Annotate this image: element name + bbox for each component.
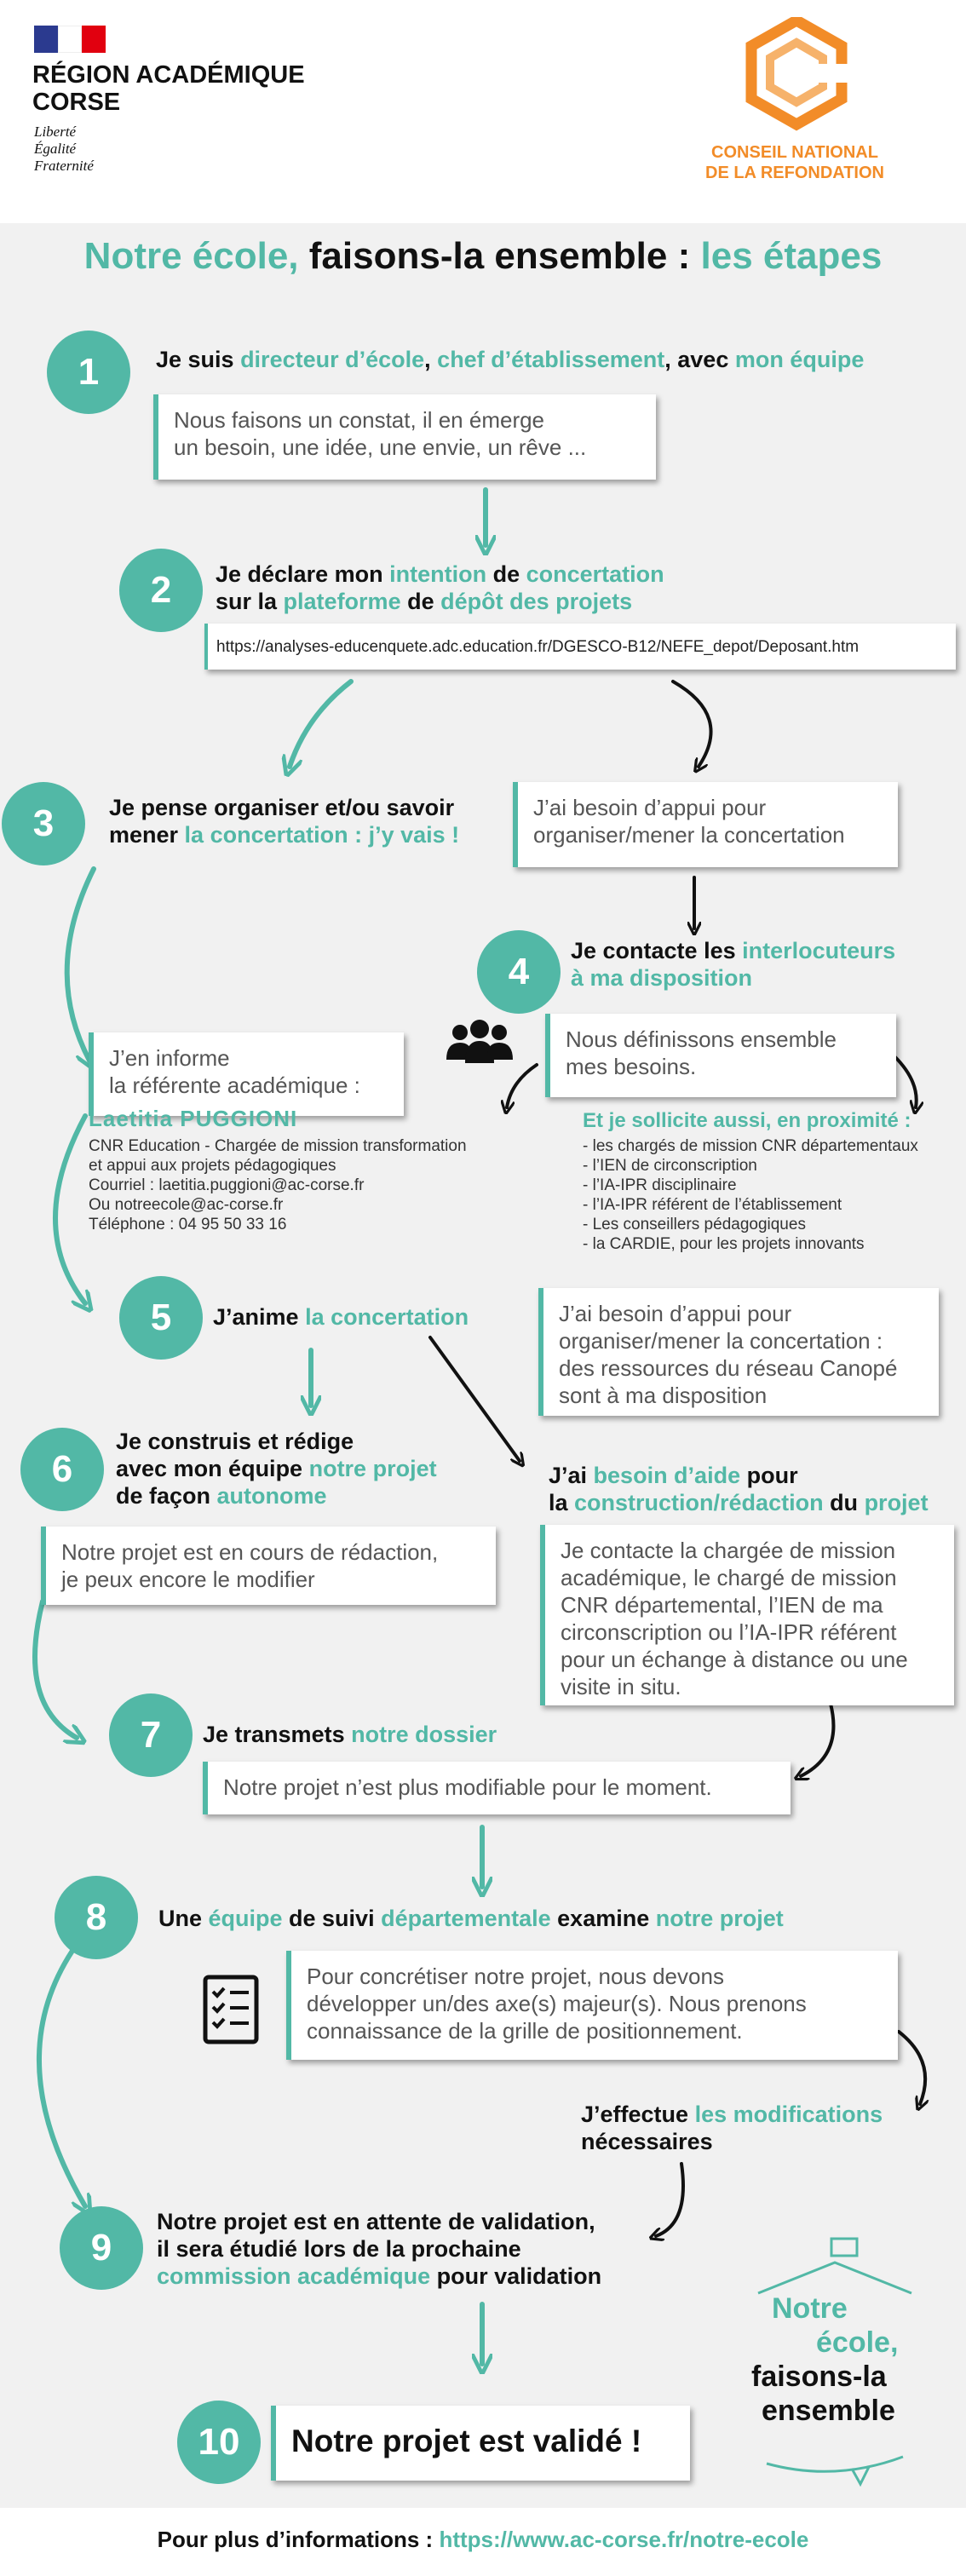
referente-email-2[interactable]: Ou notreecole@ac-corse.fr xyxy=(89,1196,284,1214)
title-part3: les étapes xyxy=(700,235,883,277)
referente-name: Laetitia PUGGIONI xyxy=(89,1106,298,1131)
step-1-text-e: , avec xyxy=(664,347,735,372)
footer-link[interactable]: https://www.ac-corse.fr/notre-ecole xyxy=(439,2527,809,2552)
aide-l2-b: construction/rédaction xyxy=(574,1490,824,1515)
title-part2: faisons-la ensemble : xyxy=(308,235,691,277)
step-1-text-a: Je suis xyxy=(156,347,241,372)
bubble-line4: ensemble xyxy=(762,2395,895,2427)
aide-box xyxy=(540,1525,954,1705)
sollicite-list xyxy=(583,1136,918,1254)
step-2-l1-c: de xyxy=(486,561,526,587)
aide-box-line1: Je contacte la chargée de mission xyxy=(561,1538,896,1563)
motto-fraternite: Fraternité xyxy=(34,158,94,174)
appui-box-line2: organiser/mener la concertation xyxy=(533,822,845,848)
step-5-text-a: J’anime xyxy=(213,1304,306,1330)
aide-l1-c: pour xyxy=(740,1463,798,1488)
step-9-l3-a: commission académique xyxy=(157,2263,431,2289)
arrow-8-9 xyxy=(39,1951,85,2206)
checklist-icon xyxy=(203,1975,259,2044)
sollicite-item: - la CARDIE, pour les projets innovants xyxy=(583,1235,865,1253)
platform-url-link[interactable]: https://analyses-educenquete.adc.education.fr/DGESCO-B12/NEFE_depot/Deposant.htm xyxy=(216,638,860,656)
step-2-l2-a: sur la xyxy=(216,589,284,614)
step-3-line1: Je pense organiser et/ou savoir xyxy=(109,795,455,820)
step-5-text xyxy=(213,1303,469,1331)
step-3-circle: 3 xyxy=(2,782,85,865)
footer-info xyxy=(0,2527,966,2553)
step-8-text-b: équipe xyxy=(208,1906,283,1931)
step-7-box xyxy=(203,1762,791,1814)
arrow-2-appui xyxy=(673,681,711,767)
step-1-box-line1: Nous faisons un constat, il en émerge xyxy=(174,407,545,433)
step-6-l3-a: de façon xyxy=(116,1483,217,1509)
step-6-box xyxy=(41,1527,496,1605)
canope-box-line2: organiser/mener la concertation : xyxy=(559,1328,883,1354)
step-3-text xyxy=(109,794,459,848)
step-8-text-c: de suivi xyxy=(282,1906,382,1931)
bubble-text xyxy=(750,2291,920,2428)
step-7-text-a: Je transmets xyxy=(203,1722,352,1747)
step-6-text xyxy=(116,1428,437,1509)
aide-box-line6: visite in situ. xyxy=(561,1674,681,1699)
step-6-line1: Je construis et rédige xyxy=(116,1429,354,1454)
canope-box xyxy=(538,1288,939,1416)
arrow-modif-9 xyxy=(656,2164,683,2236)
step-1-text xyxy=(156,346,864,373)
step-6-l2-b: notre projet xyxy=(308,1456,437,1481)
step-2-l1-b: intention xyxy=(389,561,487,587)
step-2-l2-b: plateforme xyxy=(283,589,401,614)
modif-b: les modifications xyxy=(694,2102,883,2127)
step-8-box-line2: développer un/des axe(s) majeur(s). Nous prenons xyxy=(307,1991,807,2016)
step-9-line2: il sera étudié lors de la prochaine xyxy=(157,2236,521,2262)
step-2-text xyxy=(216,561,664,615)
step-1-box-line2: un besoin, une idée, une envie, un rêve ... xyxy=(174,434,587,460)
sollicite-item: - les chargés de mission CNR départementaux xyxy=(583,1137,918,1155)
step-2-l1-d: concertation xyxy=(526,561,664,587)
step-8-text xyxy=(158,1905,784,1932)
step-9-line1: Notre projet est en attente de validation, xyxy=(157,2209,595,2234)
aide-box-line2: académique, le chargé de mission xyxy=(561,1565,897,1590)
appui-box-line1: J’ai besoin d’appui pour xyxy=(533,795,767,820)
step-4-text xyxy=(571,937,895,992)
step-3-l2-b: la concertation : j’y vais ! xyxy=(184,822,460,848)
arrow-8-modif xyxy=(899,2032,925,2104)
step-1-circle: 1 xyxy=(47,331,130,414)
step-6-l3-b: autonome xyxy=(216,1483,327,1509)
arrow-4-left xyxy=(507,1065,537,1107)
aide-l2-c: du xyxy=(823,1490,865,1515)
step-8-text-f: notre projet xyxy=(655,1906,784,1931)
referente-box-line1: J’en informe xyxy=(109,1045,230,1071)
step-8-box-line3: connaissance de la grille de positionnement. xyxy=(307,2018,743,2044)
aide-l2-a: la xyxy=(549,1490,575,1515)
step-5-circle: 5 xyxy=(119,1276,203,1360)
step-8-circle: 8 xyxy=(55,1876,138,1959)
footer xyxy=(0,2508,966,2576)
step-6-box-line2: je peux encore le modifier xyxy=(61,1567,315,1592)
bubble-line2: école, xyxy=(816,2326,899,2359)
step-5-text-b: la concertation xyxy=(305,1304,469,1330)
group-people-icon xyxy=(441,1019,518,1070)
referente-phone: Téléphone : 04 95 50 33 16 xyxy=(89,1216,287,1233)
region-name-line1: RÉGION ACADÉMIQUE xyxy=(32,61,305,89)
aide-l1-b: besoin d’aide xyxy=(593,1463,741,1488)
modif-c: nécessaires xyxy=(581,2129,713,2154)
appui-box xyxy=(513,782,898,867)
title-part1: Notre école, xyxy=(83,235,299,277)
step-10-circle: 10 xyxy=(177,2401,261,2484)
sollicite-title: Et je sollicite aussi, en proximité : xyxy=(583,1109,911,1132)
platform-url-box[interactable] xyxy=(204,624,956,670)
region-name-line2: CORSE xyxy=(32,89,121,116)
step-3-l2-a: mener xyxy=(109,822,185,848)
step-4-box xyxy=(545,1014,896,1097)
aide-l2-d: projet xyxy=(864,1490,929,1515)
step-9-circle: 9 xyxy=(60,2206,143,2290)
arrow-6-7 xyxy=(35,1601,77,1738)
sollicite-item: - l’IA-IPR référent de l’établissement xyxy=(583,1196,842,1214)
step-6-circle: 6 xyxy=(20,1428,104,1511)
cnr-name-line2: DE LA REFONDATION xyxy=(705,164,884,182)
modif-a: J’effectue xyxy=(581,2102,695,2127)
step-7-text-b: notre dossier xyxy=(351,1722,497,1747)
referente-email[interactable]: Courriel : laetitia.puggioni@ac-corse.fr xyxy=(89,1176,365,1194)
sollicite-item: - l’IEN de circonscription xyxy=(583,1157,757,1175)
arrow-5-aide xyxy=(430,1337,520,1461)
step-4-line2: à ma disposition xyxy=(571,965,753,991)
step-10-text: Notre projet est validé ! xyxy=(291,2424,642,2458)
step-1-text-c: , xyxy=(424,347,438,372)
step-7-text xyxy=(203,1721,497,1748)
referente-role-2: et appui aux projets pédagogiques xyxy=(89,1157,336,1175)
sollicite-item: - l’IA-IPR disciplinaire xyxy=(583,1176,737,1194)
arrow-2-3 xyxy=(290,681,351,767)
canope-box-line4: sont à ma disposition xyxy=(559,1383,768,1408)
canope-box-line1: J’ai besoin d’appui pour xyxy=(559,1301,792,1326)
step-7-box-line: Notre projet n’est plus modifiable pour le moment. xyxy=(223,1774,712,1800)
step-9-text xyxy=(157,2208,601,2290)
step-4-l1-b: interlocuteurs xyxy=(742,938,896,963)
step-10-box xyxy=(271,2406,690,2481)
arrow-referente-5 xyxy=(55,1116,85,1303)
bubble-line1: Notre xyxy=(772,2292,848,2325)
aide-l1-a: J’ai xyxy=(549,1463,594,1488)
bubble-line3: faisons-la xyxy=(751,2360,887,2393)
step-2-l1-a: Je déclare mon xyxy=(216,561,390,587)
step-6-box-line1: Notre projet est en cours de rédaction, xyxy=(61,1539,439,1565)
step-8-text-a: Une xyxy=(158,1906,209,1931)
aide-box-line5: pour un échange à distance ou une xyxy=(561,1647,908,1672)
step-4-circle: 4 xyxy=(477,930,561,1014)
step-1-text-b: directeur d’école xyxy=(240,347,425,372)
step-6-l2-a: avec mon équipe xyxy=(116,1456,309,1481)
motto-liberte: Liberté xyxy=(34,124,77,140)
referente-role: CNR Education - Chargée de mission transformation xyxy=(89,1137,467,1155)
motto-egalite: Égalité xyxy=(34,141,77,157)
sollicite-item: - Les conseillers pédagogiques xyxy=(583,1216,806,1233)
arrow-aide-7 xyxy=(801,1704,833,1776)
step-2-l2-c: de xyxy=(400,589,441,614)
referente-box xyxy=(89,1032,404,1116)
referente-details xyxy=(89,1136,467,1234)
footer-label: Pour plus d’informations : xyxy=(157,2527,440,2552)
step-4-box-line2: mes besoins. xyxy=(566,1054,697,1079)
step-2-circle: 2 xyxy=(119,549,203,632)
step-1-text-d: chef d’établissement xyxy=(437,347,665,372)
step-8-text-d: départementale xyxy=(381,1906,551,1931)
step-8-text-e: examine xyxy=(550,1906,656,1931)
step-8-box xyxy=(286,1951,898,2060)
step-9-l3-b: pour validation xyxy=(430,2263,602,2289)
aide-box-line4: circonscription ou l’IA-IPR référent xyxy=(561,1619,897,1645)
step-1-box xyxy=(153,394,656,480)
step-4-l1-a: Je contacte les xyxy=(571,938,743,963)
step-8-box-line1: Pour concrétiser notre projet, nous devons xyxy=(307,1964,724,1989)
canope-box-line3: des ressources du réseau Canopé xyxy=(559,1355,898,1381)
arrow-4-right xyxy=(894,1056,917,1107)
referente-box-line2: la référente académique : xyxy=(109,1072,360,1098)
modifications-text xyxy=(581,2101,883,2155)
step-1-text-f: mon équipe xyxy=(734,347,865,372)
step-7-circle: 7 xyxy=(109,1693,193,1777)
step-2-l2-d: dépôt des projets xyxy=(440,589,633,614)
aide-text xyxy=(549,1462,929,1516)
cnr-name-line1: CONSEIL NATIONAL xyxy=(711,143,878,162)
step-4-box-line1: Nous définissons ensemble xyxy=(566,1026,837,1052)
aide-box-line3: CNR départemental, l’IEN de ma xyxy=(561,1592,883,1618)
